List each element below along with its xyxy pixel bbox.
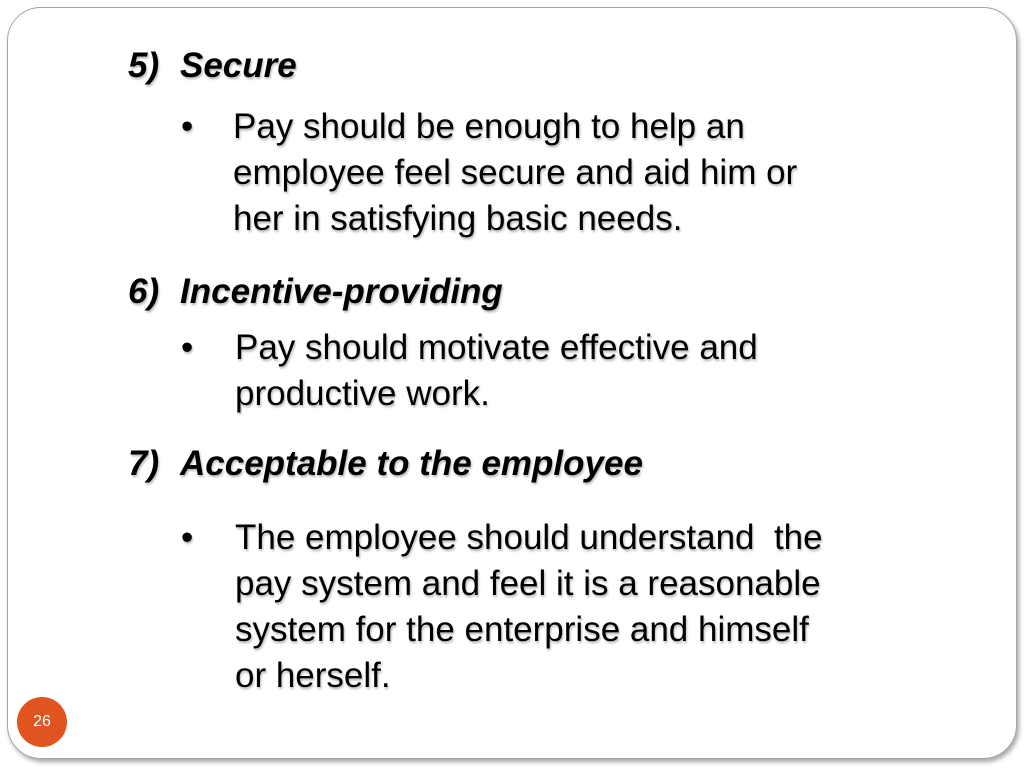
bullet-line: system for the enterprise and himself bbox=[235, 610, 809, 649]
bullet-line: The employee should understand the bbox=[235, 518, 823, 557]
bullet-marker: • bbox=[181, 518, 194, 557]
bullet-line: Pay should motivate effective and bbox=[235, 328, 758, 367]
section-number: 5) bbox=[128, 46, 160, 85]
page-number-badge: 26 bbox=[17, 697, 67, 747]
section-heading-acceptable bbox=[128, 444, 643, 484]
bullet-marker: • bbox=[181, 328, 194, 367]
section-title: Incentive-providing bbox=[180, 272, 503, 311]
bullet-line: productive work. bbox=[235, 374, 490, 413]
bullet-line: pay system and feel it is a reasonable bbox=[235, 564, 821, 603]
bullet-line: or herself. bbox=[235, 656, 391, 695]
bullet-line: employee feel secure and aid him or bbox=[233, 153, 798, 192]
section-heading-secure bbox=[128, 46, 297, 86]
section-number: 6) bbox=[128, 272, 160, 311]
section-heading-incentive bbox=[128, 272, 503, 312]
bullet-text-secure bbox=[233, 104, 797, 242]
section-title: Secure bbox=[180, 46, 297, 85]
bullet-text-acceptable bbox=[235, 515, 823, 699]
section-title: Acceptable to the employee bbox=[180, 444, 643, 483]
bullet-line: Pay should be enough to help an bbox=[233, 107, 745, 146]
section-number: 7) bbox=[128, 444, 160, 483]
bullet-line: her in satisfying basic needs. bbox=[233, 199, 683, 238]
bullet-marker: • bbox=[181, 107, 194, 146]
bullet-text-incentive bbox=[235, 325, 758, 417]
